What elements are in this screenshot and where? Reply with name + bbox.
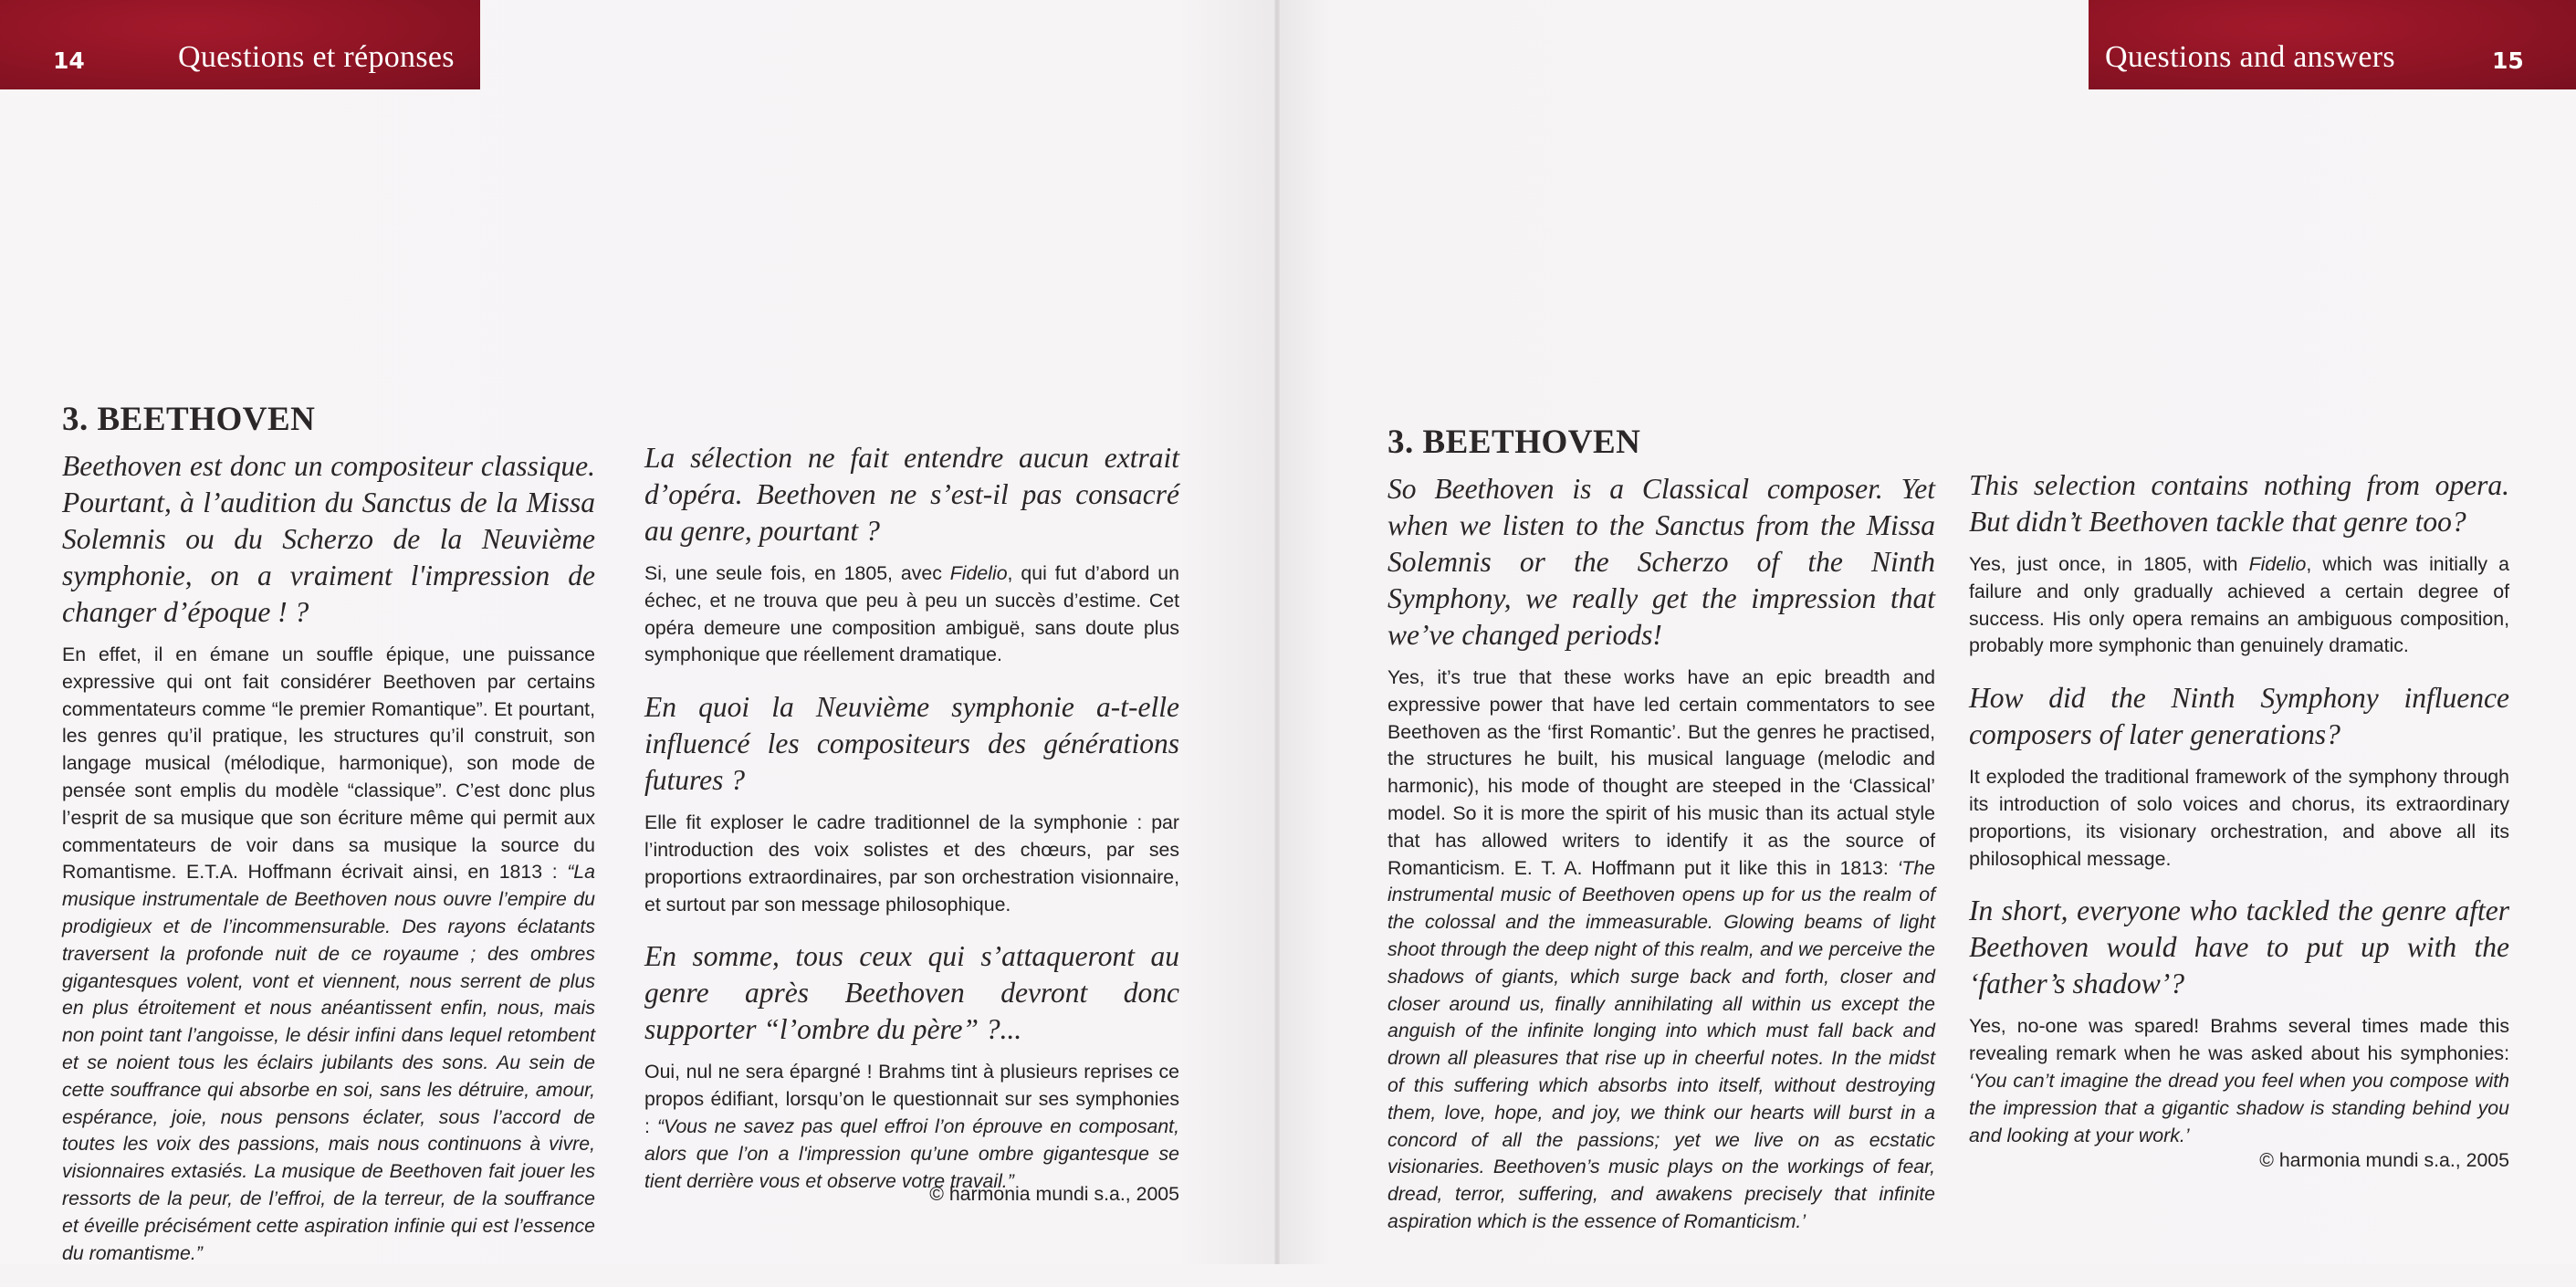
question: En somme, tous ceux qui s’attaqueront au genre après Beethoven devront donc supporter “l’ombre du père” ?... — [644, 940, 1179, 1046]
page-number: 15 — [2492, 47, 2524, 74]
question: In short, everyone who tackled the genre after Beethoven would have to put up with the ‘father’s shadow’? — [1969, 895, 2509, 1000]
page-header-title: Questions and answers — [2105, 40, 2395, 74]
answer — [1969, 764, 2509, 873]
answer — [62, 642, 595, 1267]
text-column-2 — [1969, 467, 2509, 1169]
page-number: 14 — [53, 47, 85, 74]
quotation: “La musique instrumentale de Beethoven nous ouvre l’empire du prodigieux et de l’incommensurable. Des rayons éclatants traversent la profonde nuit de ce royaume ; des ombres gigantesques volent, vont et viennent, nous serrent de plus en plus étroitement et nous anéantissent enfin, nous, mais non point tant l’angoisse, le désir infini dans lequel retombent et se noient tous les éclairs jubilants des sons. Au sein de cette souffrance qui absorbe en soi, sans les détruire, amour, espérance, joie, nous pensons éclater, sous l’accord de toutes les voix des passions, mais nous continuons à vivre, visionnaires extasiés. La musique de Beethoven fait jouer les ressorts de la peur, de l’effroi, de la terreur, de la souffrance et éveille précisément cette aspiration infinie qui est l’essence du romantisme.” — [62, 861, 595, 1264]
answer-text: , qui fut d’abord un échec, et ne trouva que peu à peu un succès d’estime. Cet opéra demeure une composition ambiguë, sans doute plus symphonique que réellement dramatique. — [644, 562, 1179, 666]
answer — [1969, 1013, 2509, 1149]
question: This selection contains nothing from opera. But didn’t Beethoven tackle that genre too? — [1969, 469, 2509, 538]
answer-text: En effet, il en émane un souffle épique, une puissance expressive qui ont fait considérer Beethoven par certains commentateurs comme “le premier Romantique”. Et pourtant, les genres qu’il pratique, les structures qu’il construit, son langage musical (mélodique, harmonique), son mode de pensée sont emplis du modèle “classique”. C’est donc plus l’esprit de sa musique que son écriture même qui permit aux commentateurs de voir dans sa musique la source du Romantisme. E.T.A. Hoffmann écrivait ainsi, en 1813 : — [62, 644, 595, 884]
question: La sélection ne fait entendre aucun extrait d’opéra. Beethoven ne s’est-il pas consacré au genre, pourtant ? — [644, 442, 1179, 547]
answer-text: , which was initially a failure and only gradually achieved a certain degree of success. His only opera remains an ambiguous composition, probably more symphonic than genuinely dramatic. — [1969, 553, 2509, 657]
copyright-notice: © harmonia mundi s.a., 2005 — [2259, 1149, 2509, 1171]
quotation: ‘The instrumental music of Beethoven opens up for us the realm of the colossal and the immeasurable. Glowing beams of light shoot through the deep night of this realm, and we perceive the shadows of giants, which surge back and forth, closer and closer around us, finally annihilating all within us except the anguish of the infinite longing into which must fall back and drown all pleasures that rise up in cheerful notes. In the midst of this suffering which absorbs into itself, without destroying them, love, hope, and joy, we think our hearts will burst in a concord of all the passions; yet we live on as ecstatic visionaries. Beethoven’s music plays on the workings of fear, dread, terror, suffering, and awakens precisely that infinite aspiration which is the essence of Romanticism.’ — [1387, 856, 1935, 1232]
answer-text: Oui, nul ne sera épargné ! Brahms tint à plusieurs reprises ce propos édifiant, lorsqu’on le questionnait sur ses symphonies : — [644, 1061, 1179, 1137]
answer — [1387, 664, 1935, 1236]
text-column-1 — [1387, 423, 1935, 1256]
answer — [1969, 551, 2509, 660]
answer-text: Elle fit exploser le cadre traditionnel de la symphonie : par l’introduction des voix solistes et des chœurs, par ses proportions extraordinaires, par son orchestration visionnaire, et surtout par son message philosophique. — [644, 811, 1179, 916]
answer — [644, 560, 1179, 669]
answer — [644, 810, 1179, 918]
answer — [644, 1059, 1179, 1195]
page-header-title: Questions et réponses — [178, 40, 455, 74]
quotation: “Vous ne savez pas quel effroi l’on éprouve en composant, alors que l’on a l'impression qu’une ombre gigantesque se tient derrière vous et observe votre travail.” — [644, 1114, 1180, 1192]
question: So Beethoven is a Classical composer. Yet when we listen to the Sanctus from the Missa Solemnis or the Scherzo of the Ninth Symphony, we really get the impression that we’ve changed periods! — [1387, 473, 1935, 651]
work-title: Fidelio — [949, 562, 1008, 584]
page-header-bar — [0, 0, 480, 89]
section-heading: 3. BEETHOVEN — [1387, 424, 1641, 461]
question: Beethoven est donc un compositeur classique. Pourtant, à l’audition du Sanctus de la Missa Solemnis ou du Scherzo de la Neuvième symphonie, on a vraiment l'impression de changer d’époque ! ? — [62, 450, 595, 628]
answer-text: Yes, it’s true that these works have an epic breadth and expressive power that have led certain commentators to see Beethoven as the ‘first Romantic’. But the genres he practised, the structures he built, his musical language (melodic and harmonic), his mode of thought are steeped in the ‘Classical’ model. So it is more the spirit of his music than its actual style that has allowed writers to identify it as the source of Romanticism. E. T. A. Hoffmann put it like this in 1813: — [1387, 666, 1935, 879]
page-header-bar — [2089, 0, 2576, 89]
copyright-notice: © harmonia mundi s.a., 2005 — [929, 1183, 1179, 1205]
text-column-2 — [644, 440, 1179, 1215]
question: How did the Ninth Symphony influence composers of later generations? — [1969, 682, 2509, 751]
answer-text: Yes, just once, in 1805, with — [1969, 553, 2249, 575]
work-title: Fidelio — [2248, 553, 2307, 575]
question: En quoi la Neuvième symphonie a-t-elle influencé les compositeurs des générations futures ? — [644, 691, 1179, 797]
answer-text: Yes, no-one was spared! Brahms several times made this revealing remark when he was asked about his symphonies: — [1969, 1015, 2509, 1065]
section-heading: 3. BEETHOVEN — [62, 401, 316, 438]
text-column-1 — [62, 400, 595, 1287]
quotation: ‘You can’t imagine the dread you feel when you compose with the impression that a gigantic shadow is standing behind you and looking at your work.’ — [1969, 1069, 2509, 1146]
answer-text: Si, une seule fois, en 1805, avec — [644, 562, 950, 584]
booklet-gutter — [1274, 0, 1280, 1264]
right-page-english — [1278, 0, 2576, 1264]
left-page-french — [0, 0, 1278, 1264]
answer-text: It exploded the traditional framework of the symphony through its introduction of solo voices and chorus, its extraordinary proportions, its visionary orchestration, and above all its philosophical message. — [1969, 766, 2509, 870]
